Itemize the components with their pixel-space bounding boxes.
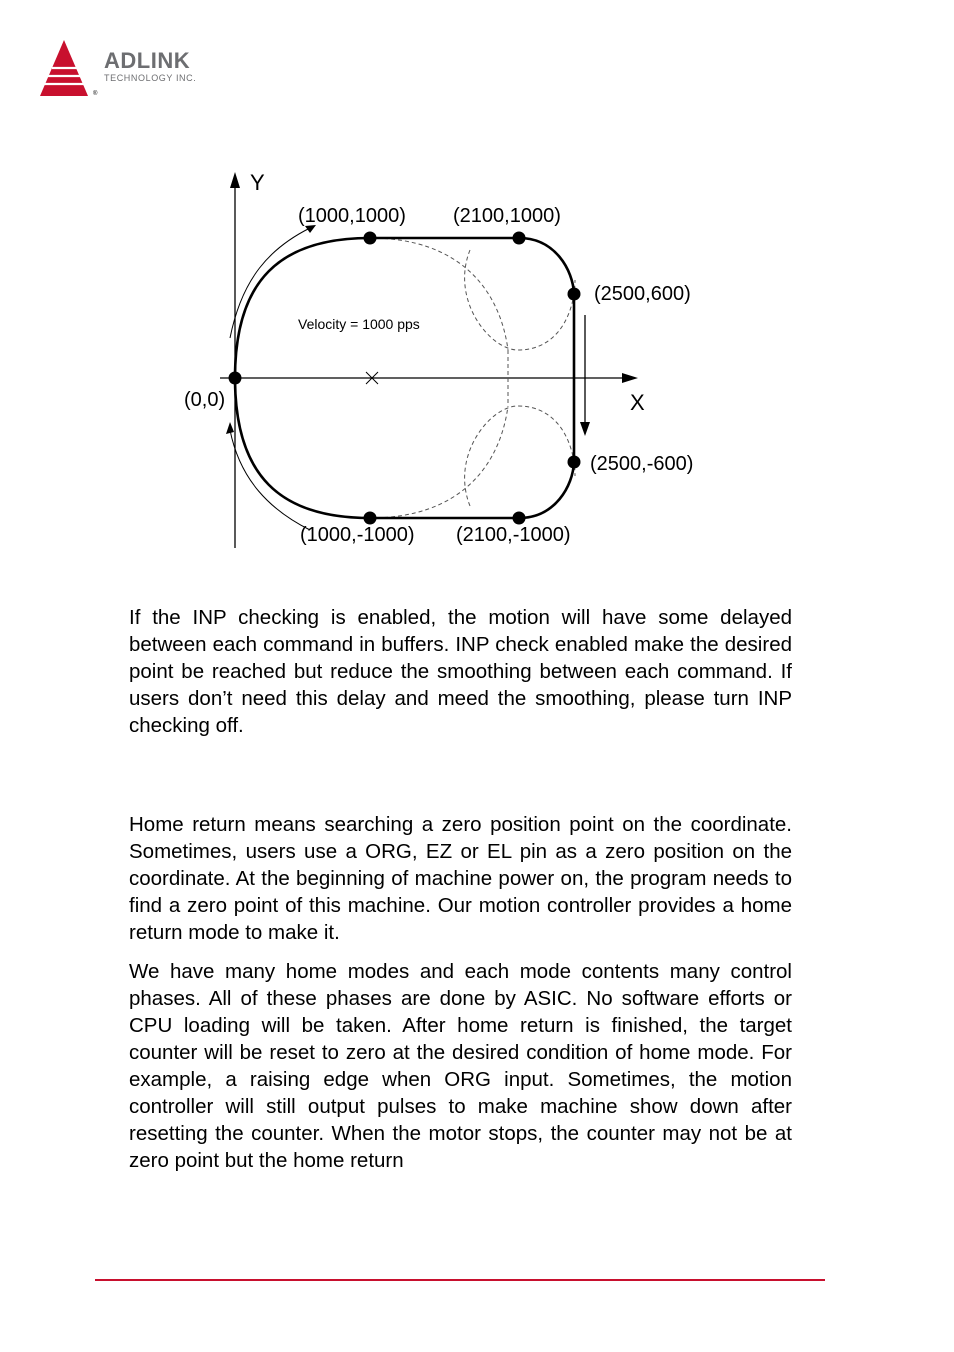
origin-label: (0,0) (184, 389, 226, 411)
direction-arrow-bottom (230, 430, 310, 530)
point-1000-neg1000 (364, 512, 377, 525)
point-1000-1000 (364, 232, 377, 245)
point-2500-neg600 (568, 456, 581, 469)
velocity-label: Velocity = 1000 pps (298, 316, 420, 332)
point-origin (229, 372, 242, 385)
point-label-1000-neg1000: (1000,-1000) (300, 524, 415, 546)
footer-rule (95, 1279, 825, 1281)
point-label-1000-1000: (1000,1000) (298, 205, 406, 227)
logo-name: ADLINK (104, 48, 191, 73)
point-2100-1000 (513, 232, 526, 245)
motion-path-diagram (170, 160, 750, 560)
svg-text:®: ® (93, 91, 98, 97)
point-2500-600 (568, 288, 581, 301)
point-2100-neg1000 (513, 512, 526, 525)
point-label-2500-neg600: (2500,-600) (590, 453, 694, 475)
x-axis-label: X (630, 390, 645, 415)
logo-subtitle: TECHNOLOGY INC. (104, 73, 197, 83)
adlink-triangle-icon (38, 38, 102, 98)
y-axis-arrow (230, 172, 240, 188)
x-axis-arrow (622, 373, 638, 383)
adlink-logo (38, 38, 238, 98)
y-axis-label: Y (250, 170, 265, 195)
point-label-2500-600: (2500,600) (594, 283, 691, 305)
point-label-2100-neg1000: (2100,-1000) (456, 524, 571, 546)
paragraph-home-return: Home return means searching a zero position point on the coordinate. Sometimes, users use a ORG, EZ or EL pin as a zero position on the coordinate. At the beginning of machine power on, the program needs to find a zero point of this machine. Our motion controller provides a home return mode to make it. (129, 813, 792, 944)
point-label-2100-1000: (2100,1000) (453, 205, 561, 227)
paragraph-home-modes: We have many home modes and each mode contents many control phases. All of these phases are done by ASIC. No software efforts or CPU loading will be taken. After home return is finished, the target counter will be reset to zero at the desired condition of home mode. For example, a raising edge when ORG input. Sometimes, the motion controller will still output pulses to make machine show down after resetting the counter. When the motor stops, the counter may not be at zero point but the home return (129, 960, 792, 1172)
paragraph-inp-checking: If the INP checking is enabled, the motion will have some delayed between each command in buffers. INP check enabled make the desired point be reached but reduce the smoothing between each command. If users don’t need this delay and meed the smoothing, please turn INP checking off. (129, 606, 792, 737)
